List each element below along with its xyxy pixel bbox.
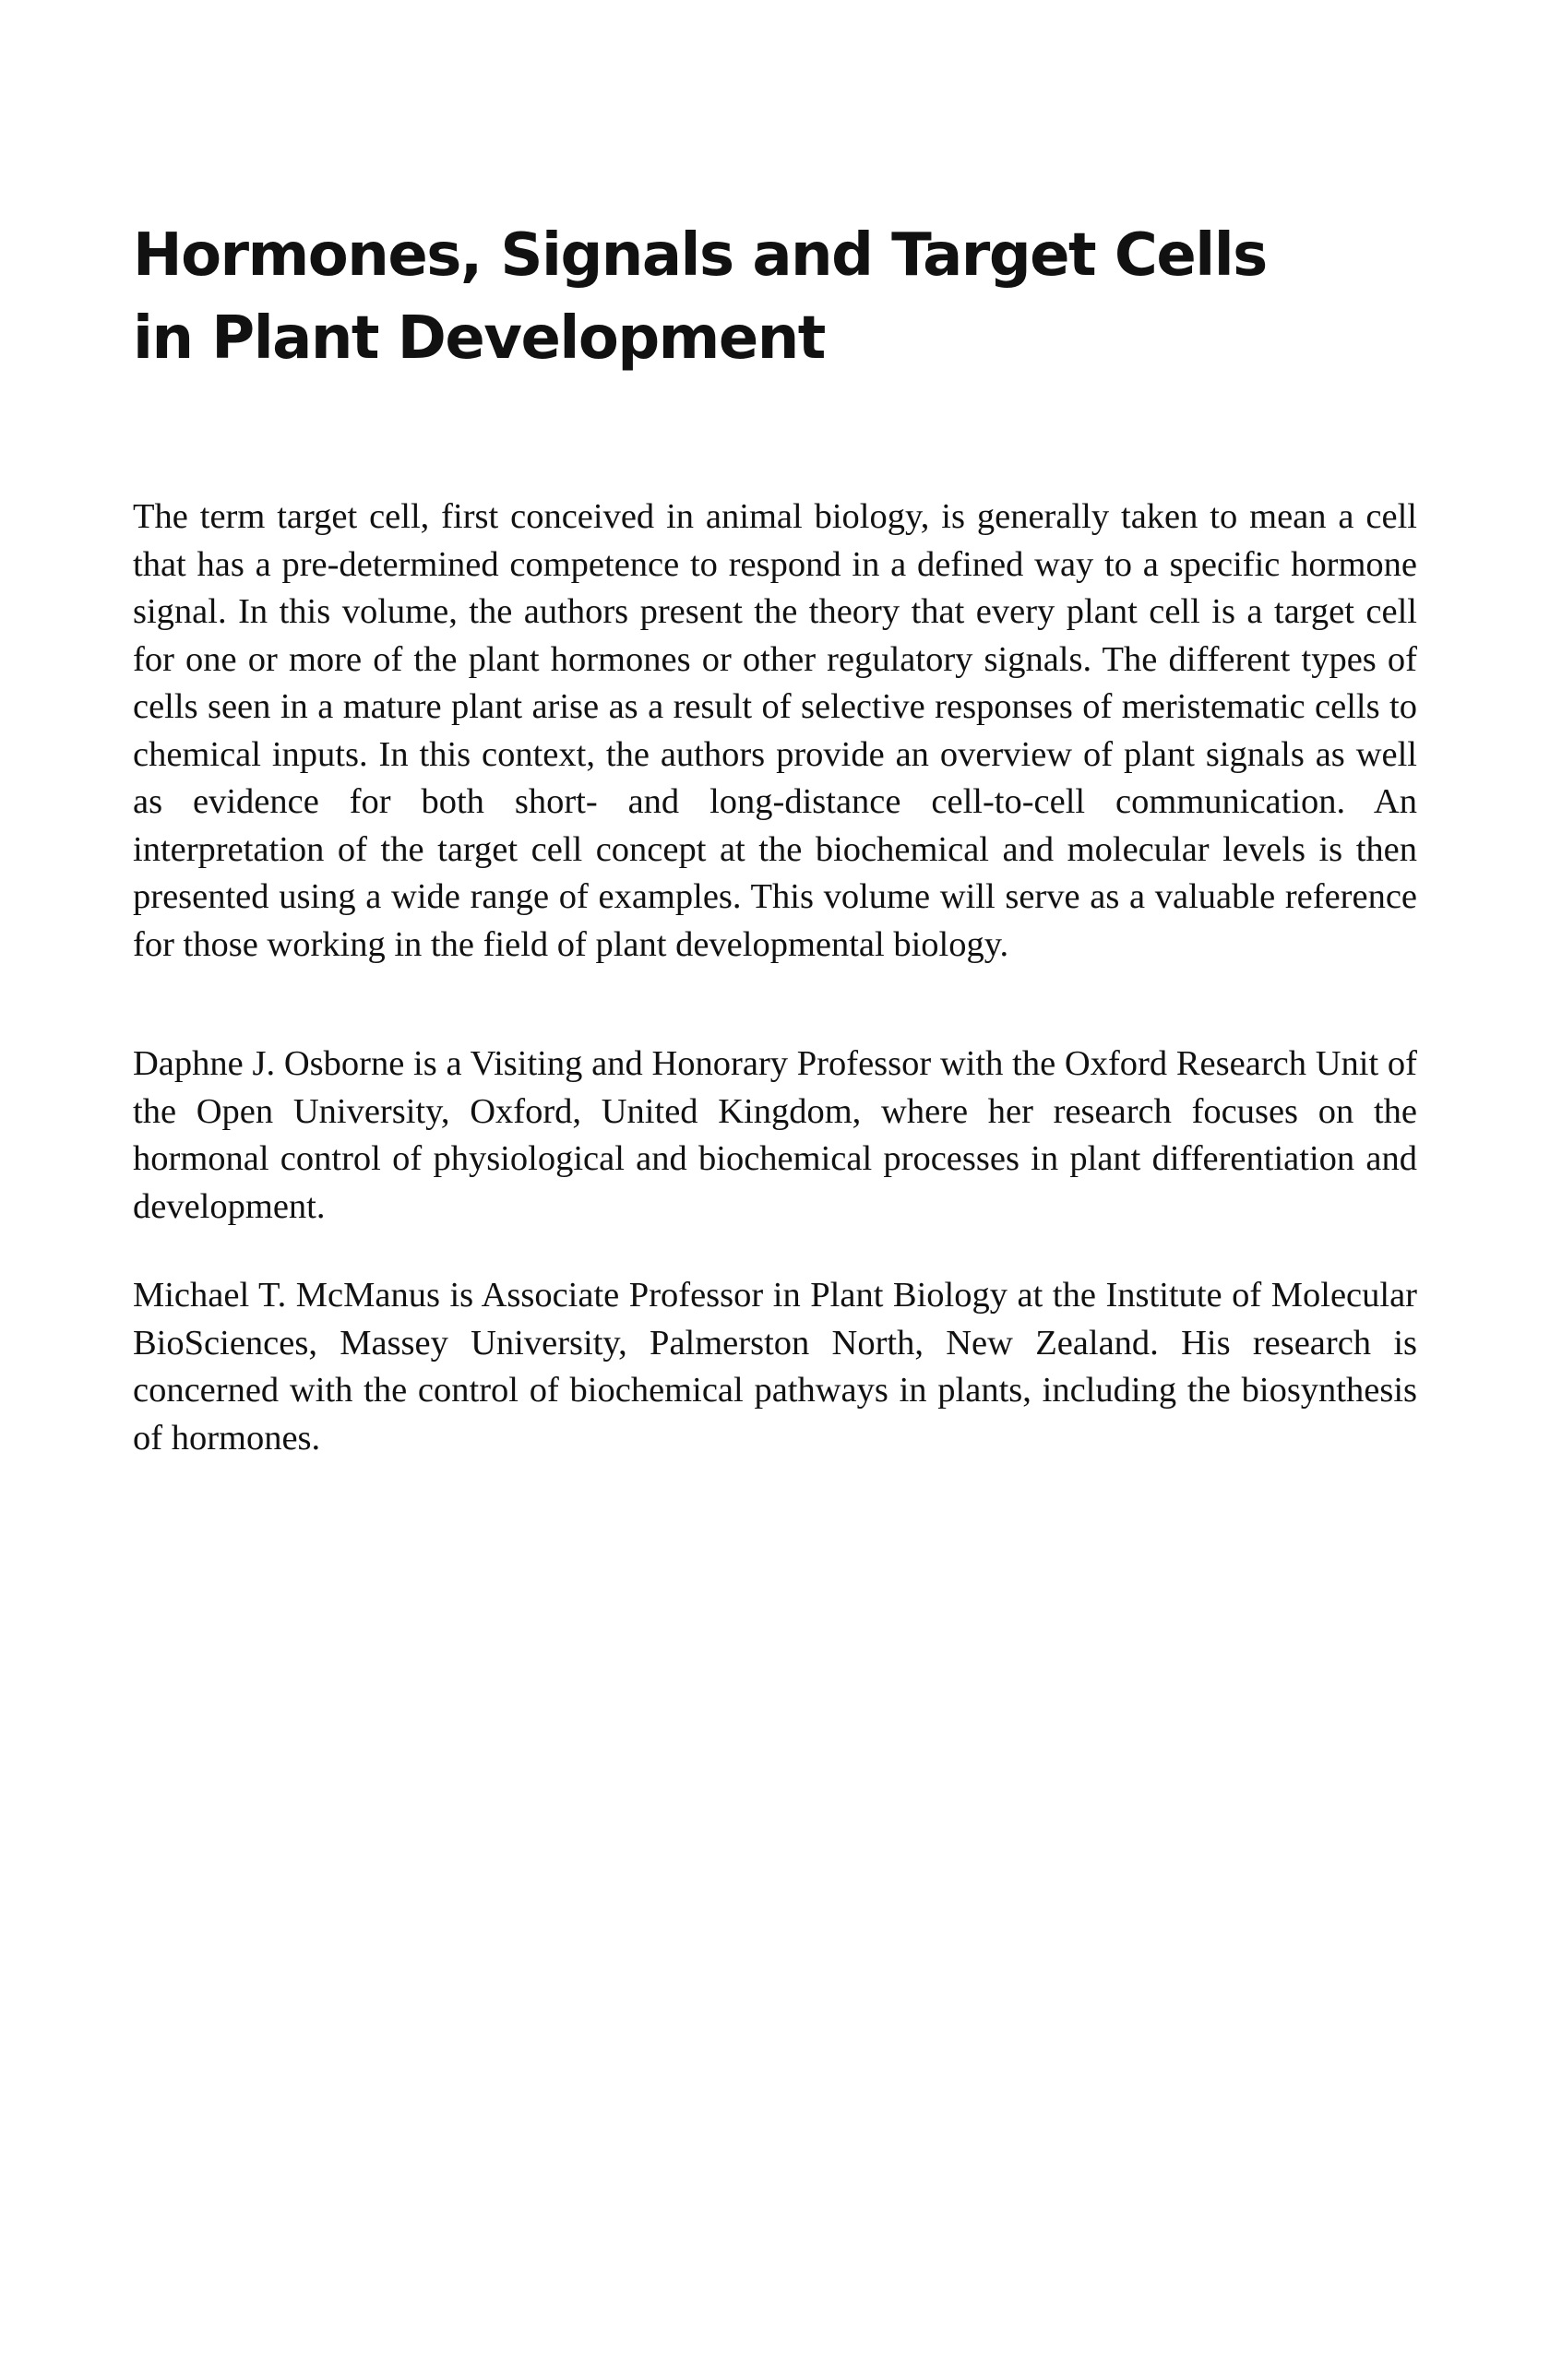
author-bio-osborne: Daphne J. Osborne is a Visiting and Honorary Professor with the Oxford Research Unit of the Open University, Oxford, United Kingdom, where her research focuses on the hormonal control of physiological and biochemical processes in plant differentiation and development.	[133, 1044, 1417, 1226]
book-description: The term target cell, first conceived in animal biology, is generally taken to mean a cell that has a pre-determined competence to respond in a defined way to a specific hormone signal. In this volume, the authors present the theory that every plant cell is a target cell for one or more of the plant hormones or other regulatory signals. The different types of cells seen in a mature plant arise as a result of selective responses of meristematic cells to chemical inputs. In this context, the authors provide an overview of plant signals as well as evidence for both short- and long-distance cell-to-cell communication. An interpretation of the target cell concept at the biochemical and molecular levels is then presented using a wide range of examples. This volume will serve as a valuable reference for those working in the field of plant developmental biology.	[133, 497, 1417, 964]
book-title	[133, 214, 1425, 380]
book-title-line-2: in Plant Development	[133, 304, 825, 373]
author-bio-mcmanus: Michael T. McManus is Associate Professor in Plant Biology at the Institute of Molecular BioSciences, Massey University, Palmerston North, New Zealand. His research is concerned with the control of biochemical pathways in plants, including the biosynthesis of hormones.	[133, 1276, 1417, 1458]
book-title-line-1: Hormones, Signals and Target Cells	[133, 221, 1267, 290]
